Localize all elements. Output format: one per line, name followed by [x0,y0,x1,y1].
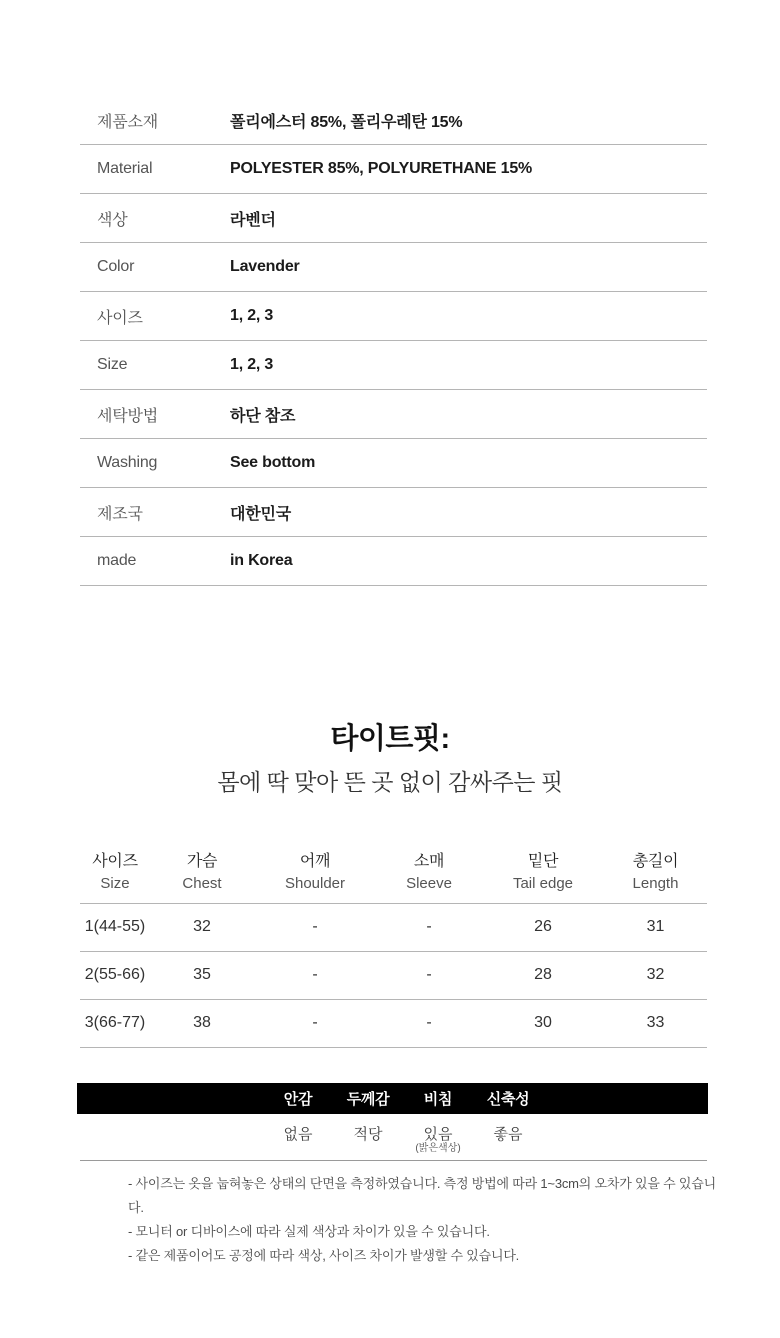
info-label: 제조국 [97,505,143,523]
divider [80,1160,707,1161]
fabric-info-values-row [77,1126,708,1154]
size-col-header-ko: 총길이 [632,852,679,870]
info-label: Washing [97,454,158,471]
size-col-header-en: Size [100,874,130,892]
size-cell: 31 [604,903,707,951]
measurement-notes [128,1172,728,1268]
size-cell: - [254,903,376,951]
size-col-header [482,843,604,903]
info-value: 1, 2, 3 [230,356,274,373]
info-label: 세탁방법 [97,407,159,425]
table-row [80,439,707,488]
size-cell: 30 [482,999,604,1047]
size-cell: 32 [150,903,254,951]
fabric-value-main: 좋음 [493,1126,523,1143]
table-row [80,292,707,341]
fabric-value-sub: (밝은색상) [415,1143,461,1154]
product-info-table [80,96,707,586]
fabric-header-sheerness: 비침 [423,1091,453,1108]
table-row [80,194,707,243]
info-value: 1, 2, 3 [230,307,274,324]
size-col-header-ko: 어깨 [299,852,331,870]
size-cell: 38 [150,999,254,1047]
size-col-header-en: Length [632,874,679,892]
size-table-row [80,951,707,999]
size-col-header-en: Sleeve [406,874,452,892]
table-row [80,341,707,390]
size-cell: 28 [482,951,604,999]
size-cell: 1(44-55) [80,903,150,951]
size-cell: - [376,903,482,951]
fabric-header-elasticity: 신축성 [486,1091,530,1108]
fabric-header-thickness: 두께감 [346,1091,390,1108]
size-table-row [80,903,707,951]
fit-section [0,716,780,797]
info-value: Lavender [230,258,300,275]
info-label: 색상 [97,211,128,229]
info-label: made [97,552,137,569]
info-label: 제품소재 [97,113,159,131]
info-value: 폴리에스터 85%, 폴리우레탄 15% [230,113,463,131]
info-value: See bottom [230,454,316,471]
size-cell: 35 [150,951,254,999]
info-label: Material [97,160,153,177]
size-col-header [80,843,150,903]
size-cell: - [254,999,376,1047]
note-line: - 모니터 or 디바이스에 따라 실제 색상과 차이가 있을 수 있습니다. [128,1224,490,1239]
fabric-info-header-bar [77,1083,708,1114]
fabric-value-main: 없음 [283,1126,313,1143]
info-value: 하단 참조 [230,407,296,425]
size-col-header-en: Shoulder [284,874,346,892]
note-line: - 같은 제품이어도 공정에 따라 색상, 사이즈 차이가 발생할 수 있습니다. [128,1248,520,1263]
size-cell: - [376,951,482,999]
table-row [80,243,707,292]
table-row [80,488,707,537]
fabric-value-thickness [333,1126,403,1143]
table-row [80,96,707,145]
fabric-value-lining [263,1126,333,1143]
fabric-value-main: 있음 [423,1126,453,1143]
size-col-header [150,843,254,903]
info-value: POLYESTER 85%, POLYURETHANE 15% [230,160,533,177]
size-table [80,843,707,1048]
size-col-header-ko: 사이즈 [92,852,138,870]
table-row [80,145,707,194]
size-col-header [604,843,707,903]
fabric-value-elasticity [473,1126,543,1143]
size-cell: 33 [604,999,707,1047]
size-cell: - [376,999,482,1047]
table-row [80,537,707,586]
table-row [80,390,707,439]
info-value: in Korea [230,552,293,569]
fit-subtitle: 몸에 딱 맞아 뜬 곳 없이 감싸주는 핏 [217,769,563,795]
fabric-value-sheerness [403,1126,473,1154]
fabric-value-main: 적당 [353,1126,383,1143]
size-col-header-ko: 밑단 [527,852,559,870]
fit-title: 타이트핏: [330,723,450,755]
size-col-header-en: Chest [182,874,222,892]
info-label: Size [97,356,128,373]
size-col-header [376,843,482,903]
size-cell: 3(66-77) [80,999,150,1047]
size-col-header-ko: 소매 [413,852,445,870]
info-label: 사이즈 [97,309,143,327]
size-table-header-row [80,843,707,903]
size-cell: 26 [482,903,604,951]
size-table-row [80,999,707,1047]
fabric-header-lining: 안감 [283,1091,313,1108]
note-line: - 사이즈는 옷을 눕혀놓은 상태의 단면을 측정하였습니다. 측정 방법에 따라 1~3cm의 오차가 있을 수 있습니다. [128,1176,717,1215]
info-value: 대한민국 [230,505,292,523]
size-col-header [254,843,376,903]
size-cell: 32 [604,951,707,999]
size-col-header-ko: 가슴 [186,852,218,870]
info-value: 라벤더 [230,211,276,229]
size-cell: 2(55-66) [80,951,150,999]
info-label: Color [97,258,135,275]
size-cell: - [254,951,376,999]
size-col-header-en: Tail edge [512,874,574,892]
